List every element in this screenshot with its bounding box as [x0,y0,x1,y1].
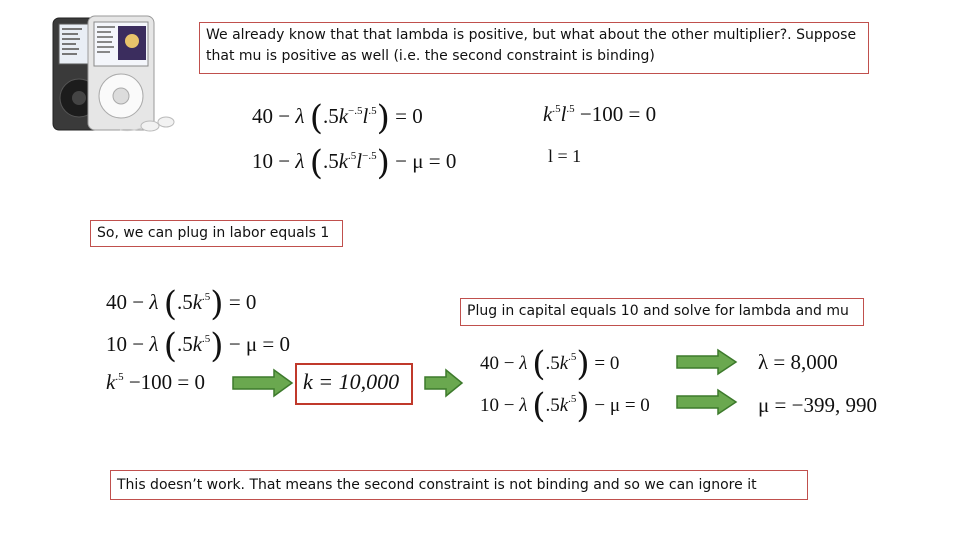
solve-equation-2: 10 − λ $(.5k^{.5}) - \mu = 0$ [480,386,650,426]
constraint-equation: $k^{.5}l^{.5} -100 = 0$ [543,102,657,126]
equation-row-1: 40 − λ $(.5k^{-.5}l^{.5}) = 0$ [252,98,423,138]
labor-value: l = 1 [548,146,582,166]
plug-labor-box: So, we can plug in labor equals 1 [90,220,343,247]
arrow-right-icon [232,368,294,398]
reduced-equation-2: 10 − λ $(.5k^{.5}) - \mu = 0$ [106,326,291,366]
arrow-right-icon [424,368,464,398]
mu-result: μ = −399, 990 [758,393,877,417]
arrow-right-icon [676,388,738,416]
top-note-box: We already know that that lambda is positive, but what about the other multiplier?. Suppose that mu is positive as well (i.e. the second constraint is binding) [199,22,869,74]
plug-capital-box: Plug in capital equals 10 and solve for lambda and mu [460,298,864,326]
ipod-illustration [50,14,180,136]
reduced-equation-1: 40 − λ $(.5k^{.5}) = 0$ [106,284,257,324]
k-result-box: k = 10,000 [295,363,413,405]
arrow-right-icon [676,348,738,376]
solve-equation-1: 40 − λ $(.5k^{.5}) = 0$ [480,344,620,384]
equation-row-2: 10 − λ $(.5k^{.5}l^{-.5}) - \mu = 0$ [252,143,457,183]
lambda-result: λ = 8,000 [758,350,838,374]
conclusion-box: This doesn’t work. That means the second constraint is not binding and so we can ignore it [110,470,808,500]
ipod-silver-icon [88,16,154,130]
reduced-constraint: $k^{.5} -100 = 0$ [106,370,206,394]
